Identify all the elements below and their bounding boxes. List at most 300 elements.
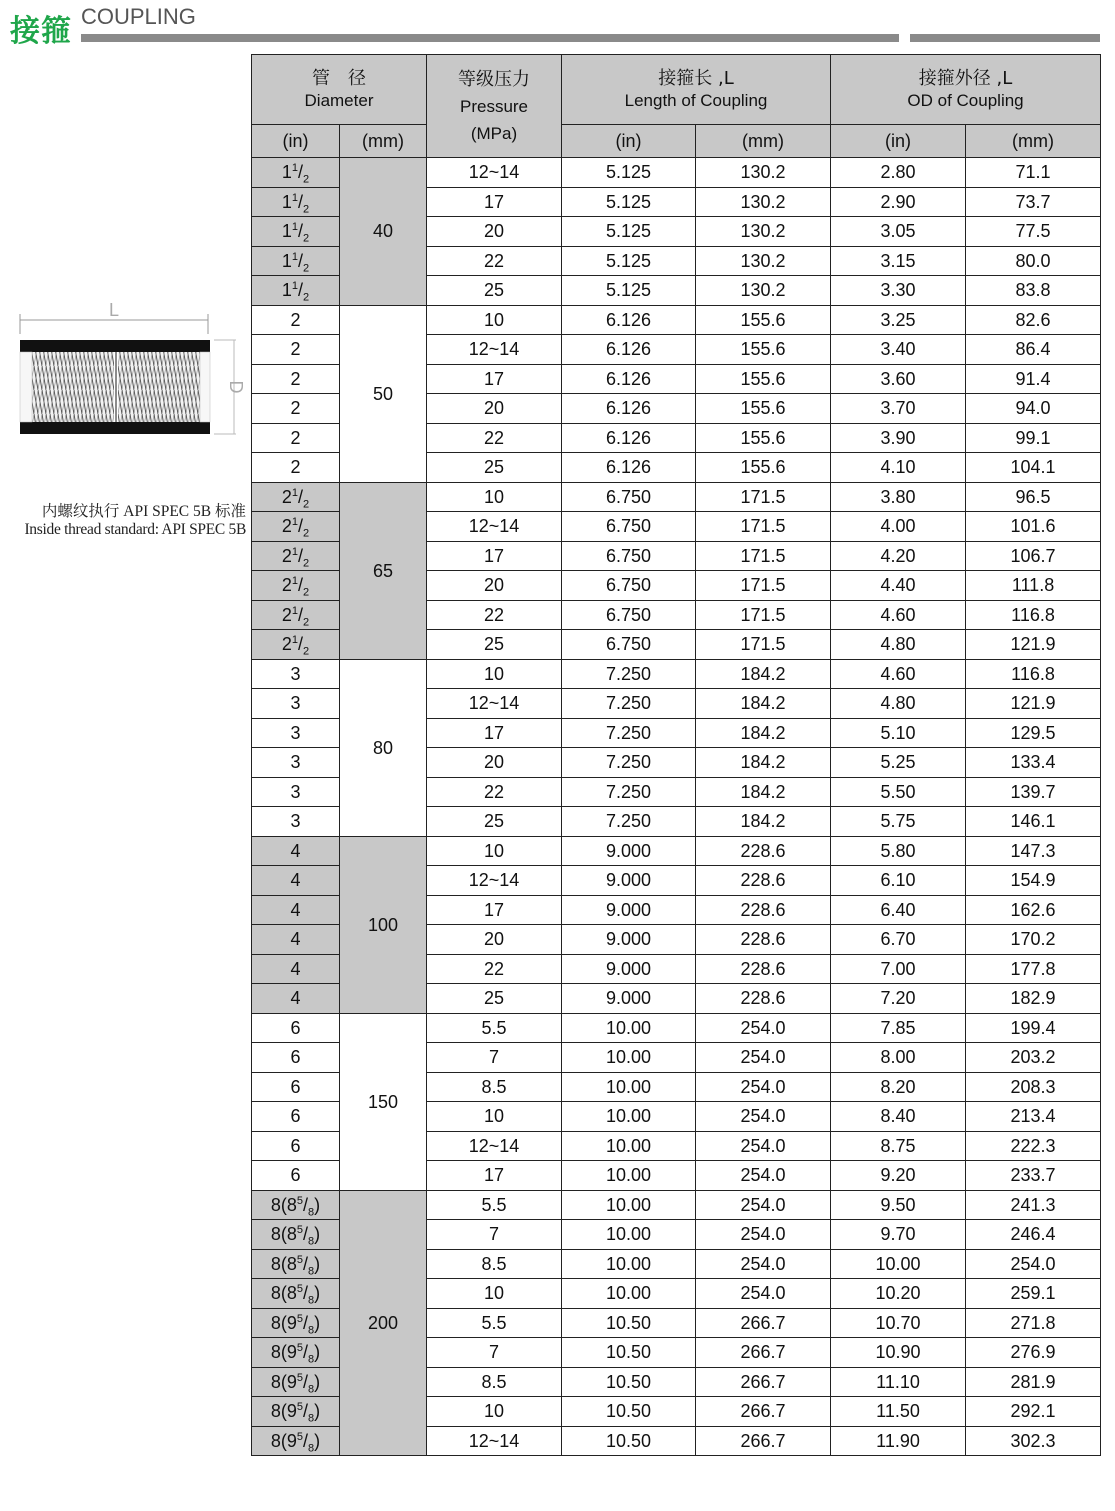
cell-length-in: 6.126 xyxy=(562,305,696,335)
fraction-denominator: 2 xyxy=(303,645,310,658)
diameter-whole: 4 xyxy=(290,929,301,950)
diameter-whole: 2 xyxy=(281,486,292,507)
cell-length-mm: 184.2 xyxy=(696,659,831,689)
cell-od-mm: 246.4 xyxy=(966,1220,1101,1250)
cell-od-mm: 101.6 xyxy=(966,512,1101,542)
cell-diameter-in xyxy=(252,836,340,866)
cell-pressure: 25 xyxy=(427,276,562,306)
header-rule-long xyxy=(81,34,899,42)
cell-diameter-in: $2^1/_2$ xyxy=(252,630,340,660)
cell-pressure: 25 xyxy=(427,453,562,483)
unit-diameter-in: (in) xyxy=(252,125,340,158)
cell-od-in: 3.40 xyxy=(831,335,966,365)
cell-pressure: 22 xyxy=(427,777,562,807)
cell-length-mm: 171.5 xyxy=(696,482,831,512)
cell-length-in: 7.250 xyxy=(562,777,696,807)
diameter-whole: 2 xyxy=(281,545,292,566)
cell-od-in: 10.70 xyxy=(831,1308,966,1338)
cell-pressure: 12~14 xyxy=(427,866,562,896)
cell-length-in: 10.50 xyxy=(562,1426,696,1456)
diameter-whole: 2 xyxy=(281,634,292,655)
diameter-whole: 6 xyxy=(290,1076,301,1097)
diameter-whole: 4 xyxy=(290,840,301,861)
cell-length-in: 10.50 xyxy=(562,1367,696,1397)
cell-length-in: 7.250 xyxy=(562,807,696,837)
diameter-label: D xyxy=(226,380,246,394)
diameter-close: ) xyxy=(314,1342,321,1363)
cell-od-mm: 233.7 xyxy=(966,1161,1101,1191)
cell-diameter-in: $2^1/_2$ xyxy=(252,482,340,512)
cell-length-mm: 266.7 xyxy=(696,1308,831,1338)
cell-length-in: 7.250 xyxy=(562,748,696,778)
cell-length-in: 10.00 xyxy=(562,1220,696,1250)
fraction-numerator: 1 xyxy=(291,162,298,175)
cell-od-mm: 276.9 xyxy=(966,1338,1101,1368)
cell-od-in: 8.40 xyxy=(831,1102,966,1132)
cell-od-in: 7.00 xyxy=(831,954,966,984)
cell-length-in: 10.50 xyxy=(562,1397,696,1427)
diameter-whole: 6 xyxy=(290,1017,301,1038)
cell-pressure: 12~14 xyxy=(427,1426,562,1456)
cell-length-mm: 130.2 xyxy=(696,276,831,306)
diameter-close: ) xyxy=(314,1194,321,1215)
unit-diameter-mm: (mm) xyxy=(340,125,427,158)
diameter-whole: 1 xyxy=(281,280,292,301)
cell-pressure: 12~14 xyxy=(427,158,562,188)
cell-length-in: 10.50 xyxy=(562,1308,696,1338)
cell-od-mm: 203.2 xyxy=(966,1043,1101,1073)
fraction-numerator: 5 xyxy=(296,1430,303,1443)
cell-length-mm: 155.6 xyxy=(696,453,831,483)
cell-diameter-in xyxy=(252,689,340,719)
cell-length-mm: 130.2 xyxy=(696,217,831,247)
cell-length-in: 10.00 xyxy=(562,1131,696,1161)
diameter-whole: 3 xyxy=(290,752,301,773)
cell-pressure: 12~14 xyxy=(427,689,562,719)
length-label: L xyxy=(108,300,120,320)
cell-od-mm: 259.1 xyxy=(966,1279,1101,1309)
diameter-whole: 8(9 xyxy=(270,1371,297,1392)
fraction-numerator: 1 xyxy=(291,191,298,204)
cell-diameter-in: $8(8^5/_8)$ xyxy=(252,1279,340,1309)
cell-pressure: 8.5 xyxy=(427,1249,562,1279)
fraction-denominator: 8 xyxy=(308,1324,315,1337)
cell-length-mm: 254.0 xyxy=(696,1072,831,1102)
cell-od-mm: 91.4 xyxy=(966,364,1101,394)
cell-length-in: 9.000 xyxy=(562,895,696,925)
cell-od-in: 5.25 xyxy=(831,748,966,778)
fraction-denominator: 2 xyxy=(303,203,310,216)
cell-od-mm: 82.6 xyxy=(966,305,1101,335)
cell-od-mm: 281.9 xyxy=(966,1367,1101,1397)
fraction-numerator: 1 xyxy=(291,604,298,617)
diameter-whole: 2 xyxy=(281,575,292,596)
cell-diameter-in xyxy=(252,1072,340,1102)
cell-pressure: 7 xyxy=(427,1043,562,1073)
cell-length-mm: 254.0 xyxy=(696,1249,831,1279)
cell-pressure: 22 xyxy=(427,600,562,630)
cell-length-mm: 266.7 xyxy=(696,1397,831,1427)
diameter-whole: 4 xyxy=(290,958,301,979)
cell-length-in: 9.000 xyxy=(562,836,696,866)
diameter-whole: 2 xyxy=(290,368,301,389)
fraction-denominator: 2 xyxy=(303,232,310,245)
head-diameter-cn: 管 径 xyxy=(312,67,366,89)
cell-od-mm: 133.4 xyxy=(966,748,1101,778)
cell-od-mm: 77.5 xyxy=(966,217,1101,247)
cell-length-in: 9.000 xyxy=(562,954,696,984)
cell-length-mm: 228.6 xyxy=(696,925,831,955)
cell-od-in: 3.25 xyxy=(831,305,966,335)
cell-length-mm: 228.6 xyxy=(696,984,831,1014)
cell-length-mm: 254.0 xyxy=(696,1190,831,1220)
cell-diameter-in: $8(8^5/_8)$ xyxy=(252,1220,340,1250)
cell-length-in: 7.250 xyxy=(562,689,696,719)
cell-od-in: 5.10 xyxy=(831,718,966,748)
diameter-whole: 4 xyxy=(290,988,301,1009)
cell-pressure: 10 xyxy=(427,836,562,866)
fraction-numerator: 1 xyxy=(291,634,298,647)
cell-length-in: 10.50 xyxy=(562,1338,696,1368)
cell-pressure: 20 xyxy=(427,217,562,247)
cell-diameter-in xyxy=(252,866,340,896)
fraction-numerator: 5 xyxy=(296,1224,303,1237)
cell-length-mm: 171.5 xyxy=(696,600,831,630)
fraction-numerator: 5 xyxy=(296,1194,303,1207)
cell-pressure: 25 xyxy=(427,984,562,1014)
diameter-close: ) xyxy=(314,1430,321,1451)
cell-pressure: 12~14 xyxy=(427,335,562,365)
cell-diameter-in xyxy=(252,1013,340,1043)
cell-diameter-mm: 50 xyxy=(340,305,427,482)
head-pressure-cn: 等级压力 xyxy=(458,68,530,90)
cell-pressure: 20 xyxy=(427,925,562,955)
head-diameter-en: Diameter xyxy=(304,90,374,110)
cell-diameter-in: $2^1/_2$ xyxy=(252,541,340,571)
diameter-close: ) xyxy=(314,1371,321,1392)
cell-od-mm: 94.0 xyxy=(966,394,1101,424)
cell-diameter-in: $8(9^5/_8)$ xyxy=(252,1426,340,1456)
unit-od-in: (in) xyxy=(831,125,966,158)
fraction-denominator: 8 xyxy=(308,1353,315,1366)
fraction-denominator: 8 xyxy=(308,1412,315,1425)
cell-od-in: 5.75 xyxy=(831,807,966,837)
cell-od-in: 8.75 xyxy=(831,1131,966,1161)
unit-length-in: (in) xyxy=(562,125,696,158)
cell-od-in: 10.00 xyxy=(831,1249,966,1279)
cell-diameter-in: $8(8^5/_8)$ xyxy=(252,1249,340,1279)
fraction-numerator: 1 xyxy=(291,250,298,263)
fraction-denominator: 8 xyxy=(308,1265,315,1278)
diameter-whole: 2 xyxy=(281,604,292,625)
cell-length-mm: 254.0 xyxy=(696,1161,831,1191)
cell-diameter-in: $8(9^5/_8)$ xyxy=(252,1338,340,1368)
cell-length-mm: 155.6 xyxy=(696,305,831,335)
cell-diameter-in: $8(8^5/_8)$ xyxy=(252,1190,340,1220)
cell-od-in: 3.05 xyxy=(831,217,966,247)
cell-diameter-mm: 100 xyxy=(340,836,427,1013)
cell-od-in: 4.40 xyxy=(831,571,966,601)
cell-length-mm: 254.0 xyxy=(696,1013,831,1043)
cell-pressure: 7 xyxy=(427,1220,562,1250)
cell-diameter-in: $1^1/_2$ xyxy=(252,217,340,247)
cell-length-in: 10.00 xyxy=(562,1072,696,1102)
diameter-whole: 6 xyxy=(290,1047,301,1068)
cell-diameter-in xyxy=(252,748,340,778)
cell-length-in: 6.126 xyxy=(562,335,696,365)
cell-pressure: 10 xyxy=(427,1279,562,1309)
cell-diameter-in xyxy=(252,807,340,837)
fraction-denominator: 8 xyxy=(308,1235,315,1248)
title-en: COUPLING xyxy=(81,4,196,29)
head-pressure-unit: (MPa) xyxy=(470,123,518,143)
head-length-cn: 接箍长 ,L xyxy=(658,67,734,89)
head-length xyxy=(562,55,831,125)
cell-length-mm: 155.6 xyxy=(696,394,831,424)
fraction-denominator: 2 xyxy=(303,291,310,304)
cell-length-mm: 228.6 xyxy=(696,895,831,925)
diameter-whole: 3 xyxy=(290,811,301,832)
cell-od-mm: 241.3 xyxy=(966,1190,1101,1220)
cell-length-mm: 130.2 xyxy=(696,187,831,217)
cell-pressure: 7 xyxy=(427,1338,562,1368)
cell-diameter-in xyxy=(252,423,340,453)
cell-diameter-in xyxy=(252,718,340,748)
diameter-whole: 2 xyxy=(290,457,301,478)
cell-length-in: 9.000 xyxy=(562,984,696,1014)
cell-length-in: 10.00 xyxy=(562,1161,696,1191)
cell-length-mm: 171.5 xyxy=(696,571,831,601)
cell-od-mm: 170.2 xyxy=(966,925,1101,955)
fraction-denominator: 2 xyxy=(303,616,310,629)
cell-od-mm: 116.8 xyxy=(966,600,1101,630)
cell-length-mm: 254.0 xyxy=(696,1279,831,1309)
head-length-en: Length of Coupling xyxy=(624,90,768,110)
fraction-denominator: 2 xyxy=(303,557,310,570)
cell-od-mm: 146.1 xyxy=(966,807,1101,837)
cell-length-in: 6.126 xyxy=(562,394,696,424)
cell-pressure: 22 xyxy=(427,423,562,453)
cell-od-mm: 208.3 xyxy=(966,1072,1101,1102)
spec-table-body xyxy=(252,158,1101,1456)
cell-pressure: 20 xyxy=(427,748,562,778)
head-od-en: OD of Coupling xyxy=(907,90,1024,110)
cell-length-in: 10.00 xyxy=(562,1102,696,1132)
diameter-whole: 3 xyxy=(290,781,301,802)
diameter-whole: 3 xyxy=(290,663,301,684)
cell-diameter-in: $8(9^5/_8)$ xyxy=(252,1308,340,1338)
diameter-whole: 2 xyxy=(281,516,292,537)
cell-length-in: 6.126 xyxy=(562,453,696,483)
diameter-close: ) xyxy=(314,1224,321,1245)
cell-diameter-in xyxy=(252,1043,340,1073)
cell-pressure: 25 xyxy=(427,630,562,660)
cell-pressure: 5.5 xyxy=(427,1013,562,1043)
table-row xyxy=(252,158,1101,188)
fraction-numerator: 1 xyxy=(291,221,298,234)
diameter-whole: 2 xyxy=(290,427,301,448)
cell-od-mm: 116.8 xyxy=(966,659,1101,689)
table-row xyxy=(252,482,1101,512)
cell-length-mm: 228.6 xyxy=(696,836,831,866)
cell-diameter-in xyxy=(252,659,340,689)
cell-length-in: 10.00 xyxy=(562,1249,696,1279)
cell-od-in: 4.20 xyxy=(831,541,966,571)
cell-length-in: 9.000 xyxy=(562,866,696,896)
cell-diameter-in xyxy=(252,984,340,1014)
cell-od-in: 9.70 xyxy=(831,1220,966,1250)
diameter-whole: 8(8 xyxy=(270,1194,297,1215)
cell-od-in: 6.70 xyxy=(831,925,966,955)
cell-length-mm: 171.5 xyxy=(696,541,831,571)
cell-od-in: 10.90 xyxy=(831,1338,966,1368)
cell-pressure: 10 xyxy=(427,305,562,335)
cell-od-mm: 71.1 xyxy=(966,158,1101,188)
cell-od-mm: 254.0 xyxy=(966,1249,1101,1279)
cell-pressure: 17 xyxy=(427,364,562,394)
cell-od-in: 3.30 xyxy=(831,276,966,306)
cell-od-mm: 83.8 xyxy=(966,276,1101,306)
cell-pressure: 17 xyxy=(427,187,562,217)
cell-pressure: 22 xyxy=(427,954,562,984)
table-row xyxy=(252,1013,1101,1043)
cell-od-in: 2.80 xyxy=(831,158,966,188)
cell-diameter-in: $1^1/_2$ xyxy=(252,276,340,306)
cell-od-in: 7.85 xyxy=(831,1013,966,1043)
cell-pressure: 8.5 xyxy=(427,1072,562,1102)
cell-diameter-in xyxy=(252,394,340,424)
diameter-whole: 6 xyxy=(290,1165,301,1186)
cell-pressure: 17 xyxy=(427,541,562,571)
diameter-whole: 3 xyxy=(290,693,301,714)
cell-pressure: 10 xyxy=(427,659,562,689)
cell-od-mm: 302.3 xyxy=(966,1426,1101,1456)
fraction-denominator: 8 xyxy=(308,1294,315,1307)
cell-od-mm: 154.9 xyxy=(966,866,1101,896)
cell-pressure: 5.5 xyxy=(427,1190,562,1220)
diameter-whole: 8(8 xyxy=(270,1253,297,1274)
cell-od-in: 10.20 xyxy=(831,1279,966,1309)
diameter-whole: 1 xyxy=(281,162,292,183)
cell-od-in: 4.80 xyxy=(831,630,966,660)
fraction-numerator: 5 xyxy=(296,1283,303,1296)
cell-od-in: 3.90 xyxy=(831,423,966,453)
cell-length-in: 9.000 xyxy=(562,925,696,955)
cell-pressure: 20 xyxy=(427,571,562,601)
diameter-close: ) xyxy=(314,1253,321,1274)
cell-diameter-in xyxy=(252,453,340,483)
cell-od-in: 3.70 xyxy=(831,394,966,424)
cell-length-mm: 184.2 xyxy=(696,807,831,837)
cell-od-in: 11.10 xyxy=(831,1367,966,1397)
diameter-whole: 8(9 xyxy=(270,1430,297,1451)
cell-length-mm: 155.6 xyxy=(696,335,831,365)
thread-note-en: Inside thread standard: API SPEC 5B xyxy=(24,521,246,538)
cell-length-mm: 155.6 xyxy=(696,423,831,453)
cell-diameter-in xyxy=(252,925,340,955)
cell-length-in: 6.750 xyxy=(562,571,696,601)
cell-pressure: 17 xyxy=(427,895,562,925)
fraction-denominator: 8 xyxy=(308,1442,315,1455)
cell-pressure: 17 xyxy=(427,1161,562,1191)
diameter-whole: 8(9 xyxy=(270,1342,297,1363)
diameter-whole: 1 xyxy=(281,250,292,271)
table-row xyxy=(252,836,1101,866)
cell-od-mm: 121.9 xyxy=(966,630,1101,660)
cell-length-in: 6.750 xyxy=(562,541,696,571)
cell-length-in: 10.00 xyxy=(562,1043,696,1073)
cell-od-mm: 80.0 xyxy=(966,246,1101,276)
cell-length-in: 5.125 xyxy=(562,158,696,188)
cell-od-mm: 111.8 xyxy=(966,571,1101,601)
fraction-numerator: 5 xyxy=(296,1371,303,1384)
cell-length-mm: 184.2 xyxy=(696,748,831,778)
unit-od-mm: (mm) xyxy=(966,125,1101,158)
cell-length-mm: 254.0 xyxy=(696,1220,831,1250)
cell-length-mm: 266.7 xyxy=(696,1367,831,1397)
cell-diameter-in: $1^1/_2$ xyxy=(252,187,340,217)
unit-length-mm: (mm) xyxy=(696,125,831,158)
head-pressure-en: Pressure xyxy=(459,96,529,116)
cell-od-mm: 147.3 xyxy=(966,836,1101,866)
fraction-numerator: 5 xyxy=(296,1253,303,1266)
cell-length-in: 5.125 xyxy=(562,246,696,276)
cell-length-in: 10.00 xyxy=(562,1013,696,1043)
cell-od-in: 11.90 xyxy=(831,1426,966,1456)
cell-pressure: 8.5 xyxy=(427,1367,562,1397)
fraction-denominator: 2 xyxy=(303,173,310,186)
cell-length-mm: 171.5 xyxy=(696,630,831,660)
cell-diameter-in xyxy=(252,777,340,807)
diameter-whole: 2 xyxy=(290,339,301,360)
cell-diameter-in: $1^1/_2$ xyxy=(252,158,340,188)
cell-od-mm: 292.1 xyxy=(966,1397,1101,1427)
cell-length-mm: 254.0 xyxy=(696,1043,831,1073)
diameter-close: ) xyxy=(314,1283,321,1304)
table-row xyxy=(252,1190,1101,1220)
head-od-cn: 接箍外径 ,L xyxy=(918,67,1013,89)
cell-diameter-in xyxy=(252,335,340,365)
table-row xyxy=(252,305,1101,335)
diameter-whole: 1 xyxy=(281,221,292,242)
cell-length-mm: 254.0 xyxy=(696,1131,831,1161)
cell-diameter-mm: 40 xyxy=(340,158,427,306)
cell-diameter-in: $2^1/_2$ xyxy=(252,600,340,630)
cell-od-in: 8.00 xyxy=(831,1043,966,1073)
cell-pressure: 12~14 xyxy=(427,512,562,542)
cell-od-in: 4.60 xyxy=(831,600,966,630)
cell-length-mm: 228.6 xyxy=(696,866,831,896)
cell-pressure: 10 xyxy=(427,1397,562,1427)
diameter-whole: 8(9 xyxy=(270,1312,297,1333)
cell-pressure: 20 xyxy=(427,394,562,424)
cell-diameter-in xyxy=(252,1161,340,1191)
cell-od-mm: 213.4 xyxy=(966,1102,1101,1132)
cell-diameter-in xyxy=(252,1102,340,1132)
cell-diameter-mm: 200 xyxy=(340,1190,427,1456)
diameter-whole: 3 xyxy=(290,722,301,743)
cell-length-mm: 184.2 xyxy=(696,689,831,719)
cell-od-mm: 73.7 xyxy=(966,187,1101,217)
cell-length-mm: 171.5 xyxy=(696,512,831,542)
cell-od-in: 3.60 xyxy=(831,364,966,394)
cell-diameter-mm: 150 xyxy=(340,1013,427,1190)
fraction-denominator: 2 xyxy=(303,586,310,599)
fraction-denominator: 2 xyxy=(303,498,310,511)
cell-length-mm: 184.2 xyxy=(696,777,831,807)
cell-length-in: 6.750 xyxy=(562,512,696,542)
thread-note-cn: 内螺纹执行 API SPEC 5B 标准 xyxy=(41,503,246,520)
